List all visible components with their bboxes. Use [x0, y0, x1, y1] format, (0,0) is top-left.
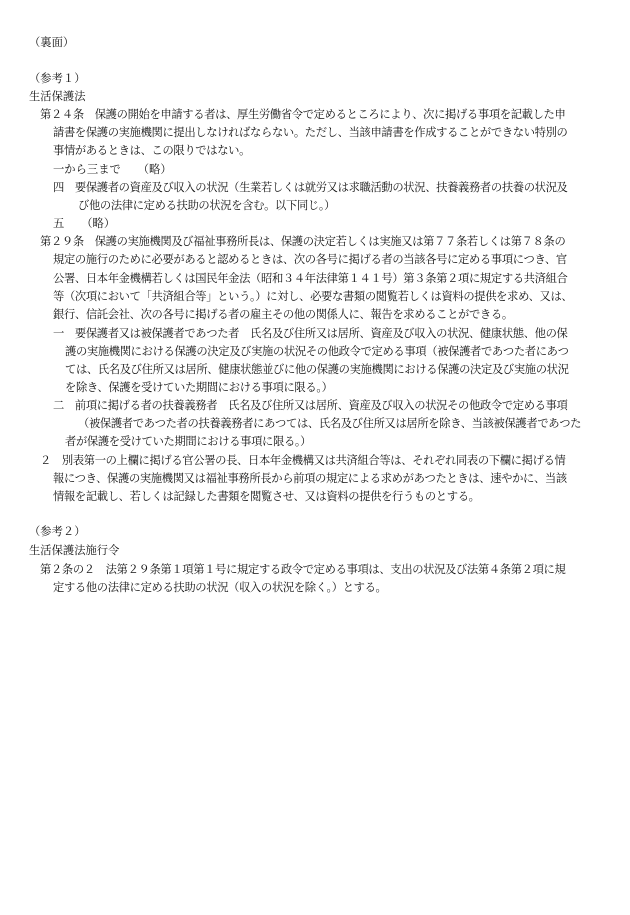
article-29-paragraph-2: 情報を記載し、若しくは記録した書類を閲覧させ、又は資料の提供を行うものとする。	[53, 490, 480, 503]
article-29-line: 公署、日本年金機構若しくは国民年金法（昭和３４年法律第１４１号）第３条第２項に規定する共済組合	[53, 272, 568, 285]
article-29-item-2: 者が保護を受けていた期間における事項に限る。）	[65, 435, 312, 448]
article-24-item-4: 四 要保護者の資産及び収入の状況（生業若しくは就労又は求職活動の状況、扶養義務者の扶養の状況及	[53, 181, 568, 194]
article-29-line: 第２９条 保護の実施機関及び福祉事務所長は、保護の決定若しくは実施又は第７７条若しくは第７８条の	[40, 235, 566, 248]
reference-1-label: （参考１）	[29, 72, 86, 85]
article-2-2-line: 定する他の法律に定める扶助の状況（収入の状況を除く。）とする。	[53, 581, 387, 594]
reference-2-label: （参考２）	[29, 525, 86, 538]
article-29-item-2: （被保護者であつた者の扶養義務者にあつては、氏名及び住所又は居所を除き、当該被保護者であつた	[78, 417, 582, 430]
article-2-2-line: 第２条の２ 法第２９条第１項第１号に規定する政令で定める事項は、支出の状況及び法第４条第２項に規	[40, 563, 566, 576]
article-29-item-1: 護の実施機関における保護の決定及び実施の状況その他政令で定める事項（被保護者であつた者にあつ	[65, 345, 569, 358]
article-29-paragraph-2: ２ 別表第一の上欄に掲げる官公署の長、日本年金機構又は共済組合等は、それぞれ同表の下欄に掲げる情	[40, 454, 566, 467]
article-29-item-2: 二 前項に掲げる者の扶養義務者 氏名及び住所又は居所、資産及び収入の状況その他政令で定める事項	[53, 399, 568, 412]
article-29-paragraph-2: 報につき、保護の実施機関又は福祉事務所長から前項の規定による求めがあつたときは、速やかに、当該	[53, 472, 567, 485]
article-24-line: 請書を保護の実施機関に提出しなければならない。ただし、当該申請書を作成することができない特別の	[53, 126, 568, 139]
article-29-line: 銀行、信託会社、次の各号に掲げる者の雇主その他の関係人に、報告を求めることができる。	[53, 308, 513, 321]
article-24-item-5: 五 （略）	[53, 217, 116, 230]
article-29-line: 規定の施行のために必要があると認めるときは、次の各号に掲げる者の当該各号に定める事項につき、官	[53, 253, 567, 266]
reverse-side-label: （裏面）	[29, 36, 75, 49]
article-24-item-4: び他の法律に定める扶助の状況を含む。以下同じ。）	[78, 199, 336, 212]
law-name-enforcement-order: 生活保護法施行令	[29, 544, 120, 557]
article-29-line: 等（次項において「共済組合等」という。）に対し、必要な書類の閲覧若しくは資料の提供を求め、又は、	[53, 290, 573, 303]
law-name-seikatsu-hogo-ho: 生活保護法	[29, 90, 86, 103]
article-29-item-1: を除き、保護を受けていた期間における事項に限る。）	[65, 381, 333, 394]
article-24-line: 事情があるときは、この限りではない。	[53, 144, 251, 157]
article-29-item-1: ては、氏名及び住所又は居所、健康状態並びに他の保護の実施機関における保護の決定及び実施の状況	[65, 363, 569, 376]
article-24-items-1-to-3: 一から三まで （略）	[53, 163, 172, 176]
article-29-item-1: 一 要保護者又は被保護者であつた者 氏名及び住所又は居所、資産及び収入の状況、健康状態、他の保	[53, 327, 568, 340]
article-24-line: 第２４条 保護の開始を申請する者は、厚生労働省令で定めるところにより、次に掲げる事項を記載した申	[40, 108, 566, 121]
